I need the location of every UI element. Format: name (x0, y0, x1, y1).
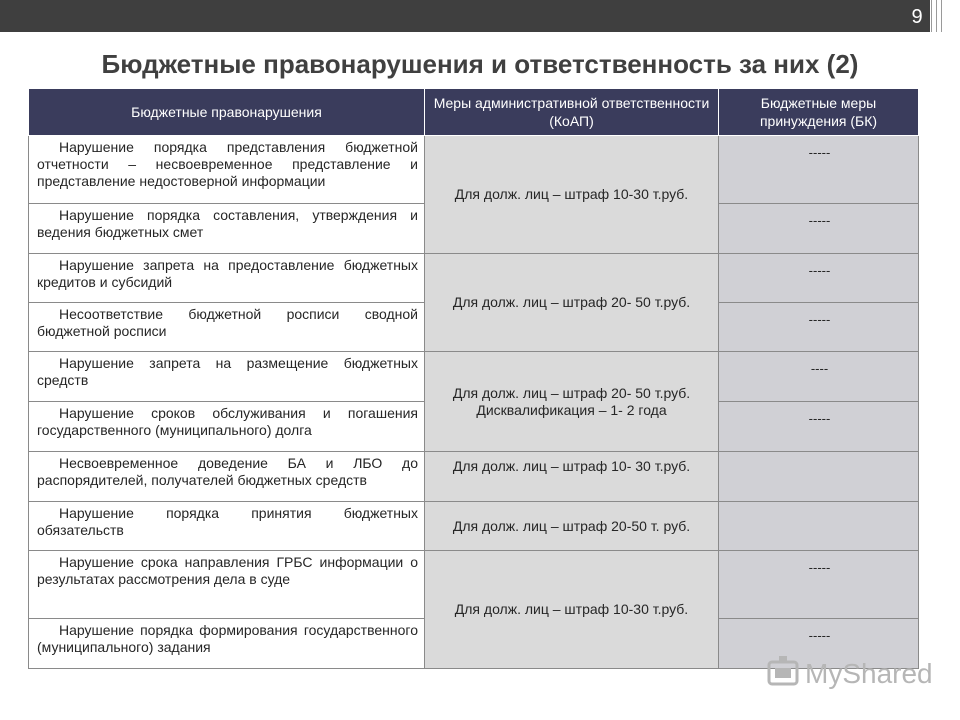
bk-cell (719, 452, 919, 502)
bk-cell: ----- (719, 204, 919, 254)
violation-cell: Несвоевременное доведение БА и ЛБО до распорядителей, получателей бюджетных средств (29, 452, 425, 502)
violation-cell: Несоответствие бюджетной росписи сводной бюджетной росписи (29, 303, 425, 352)
table-row (29, 254, 919, 303)
bk-cell: ----- (719, 136, 919, 204)
header-violations: Бюджетные правонарушения (29, 89, 425, 136)
watermark-logo-icon (765, 654, 801, 690)
bk-cell: ----- (719, 619, 919, 669)
bk-cell: ----- (719, 303, 919, 352)
bk-cell: ---- (719, 352, 919, 402)
table-row (29, 452, 919, 502)
bk-cell: ----- (719, 551, 919, 619)
top-bar-divider (936, 0, 937, 32)
slide-title: Бюджетные правонарушения и ответственность за них (2) (101, 49, 859, 79)
koap-cell: Для долж. лиц – штраф 20-50 т. руб. (425, 502, 719, 551)
koap-fine: Для долж. лиц – штраф 20- 50 т.руб. (452, 384, 691, 401)
violation-cell: Нарушение порядка представления бюджетной отчетности – несвоевременное представление и представление недостоверной информации (29, 136, 425, 204)
violation-cell: Нарушение запрета на размещение бюджетных средств (29, 352, 425, 402)
violation-cell: Нарушение сроков обслуживания и погашения государственного (муниципального) долга (29, 402, 425, 452)
koap-cell: Для долж. лиц – штраф 10-30 т.руб. (425, 136, 719, 254)
koap-disqualification: Дисквалификация – 1- 2 года (476, 401, 667, 418)
top-bar-corner (930, 0, 960, 32)
koap-cell: Для долж. лиц – штраф 10- 30 т.руб. (425, 452, 719, 502)
violation-cell: Нарушение порядка составления, утверждения и ведения бюджетных смет (29, 204, 425, 254)
table-row (29, 136, 919, 204)
koap-cell: Для долж. лиц – штраф 20- 50 т.руб. (425, 254, 719, 352)
top-bar-divider (931, 0, 932, 32)
violation-cell: Нарушение порядка формирования государственного (муниципального) задания (29, 619, 425, 669)
koap-cell (425, 352, 719, 452)
bk-cell: ----- (719, 254, 919, 303)
bk-cell (719, 502, 919, 551)
top-bar-divider (941, 0, 942, 32)
header-koap: Меры административной ответственности (КоАП) (425, 89, 719, 136)
table-row (29, 502, 919, 551)
bk-cell: ----- (719, 402, 919, 452)
header-bk: Бюджетные меры принуждения (БК) (719, 89, 919, 136)
table-row (29, 551, 919, 619)
table-row (29, 352, 919, 402)
top-bar (0, 0, 930, 32)
violation-cell: Нарушение запрета на предоставление бюджетных кредитов и субсидий (29, 254, 425, 303)
watermark (765, 654, 933, 694)
violation-cell: Нарушение срока направления ГРБС информации о результатах рассмотрения дела в суде (29, 551, 425, 619)
violation-cell: Нарушение порядка принятия бюджетных обязательств (29, 502, 425, 551)
violations-table (28, 88, 919, 669)
watermark-text: MyShared (805, 658, 933, 689)
table-header-row (29, 89, 919, 136)
page-number: 9 (911, 6, 923, 28)
koap-cell: Для долж. лиц – штраф 10-30 т.руб. (425, 551, 719, 669)
